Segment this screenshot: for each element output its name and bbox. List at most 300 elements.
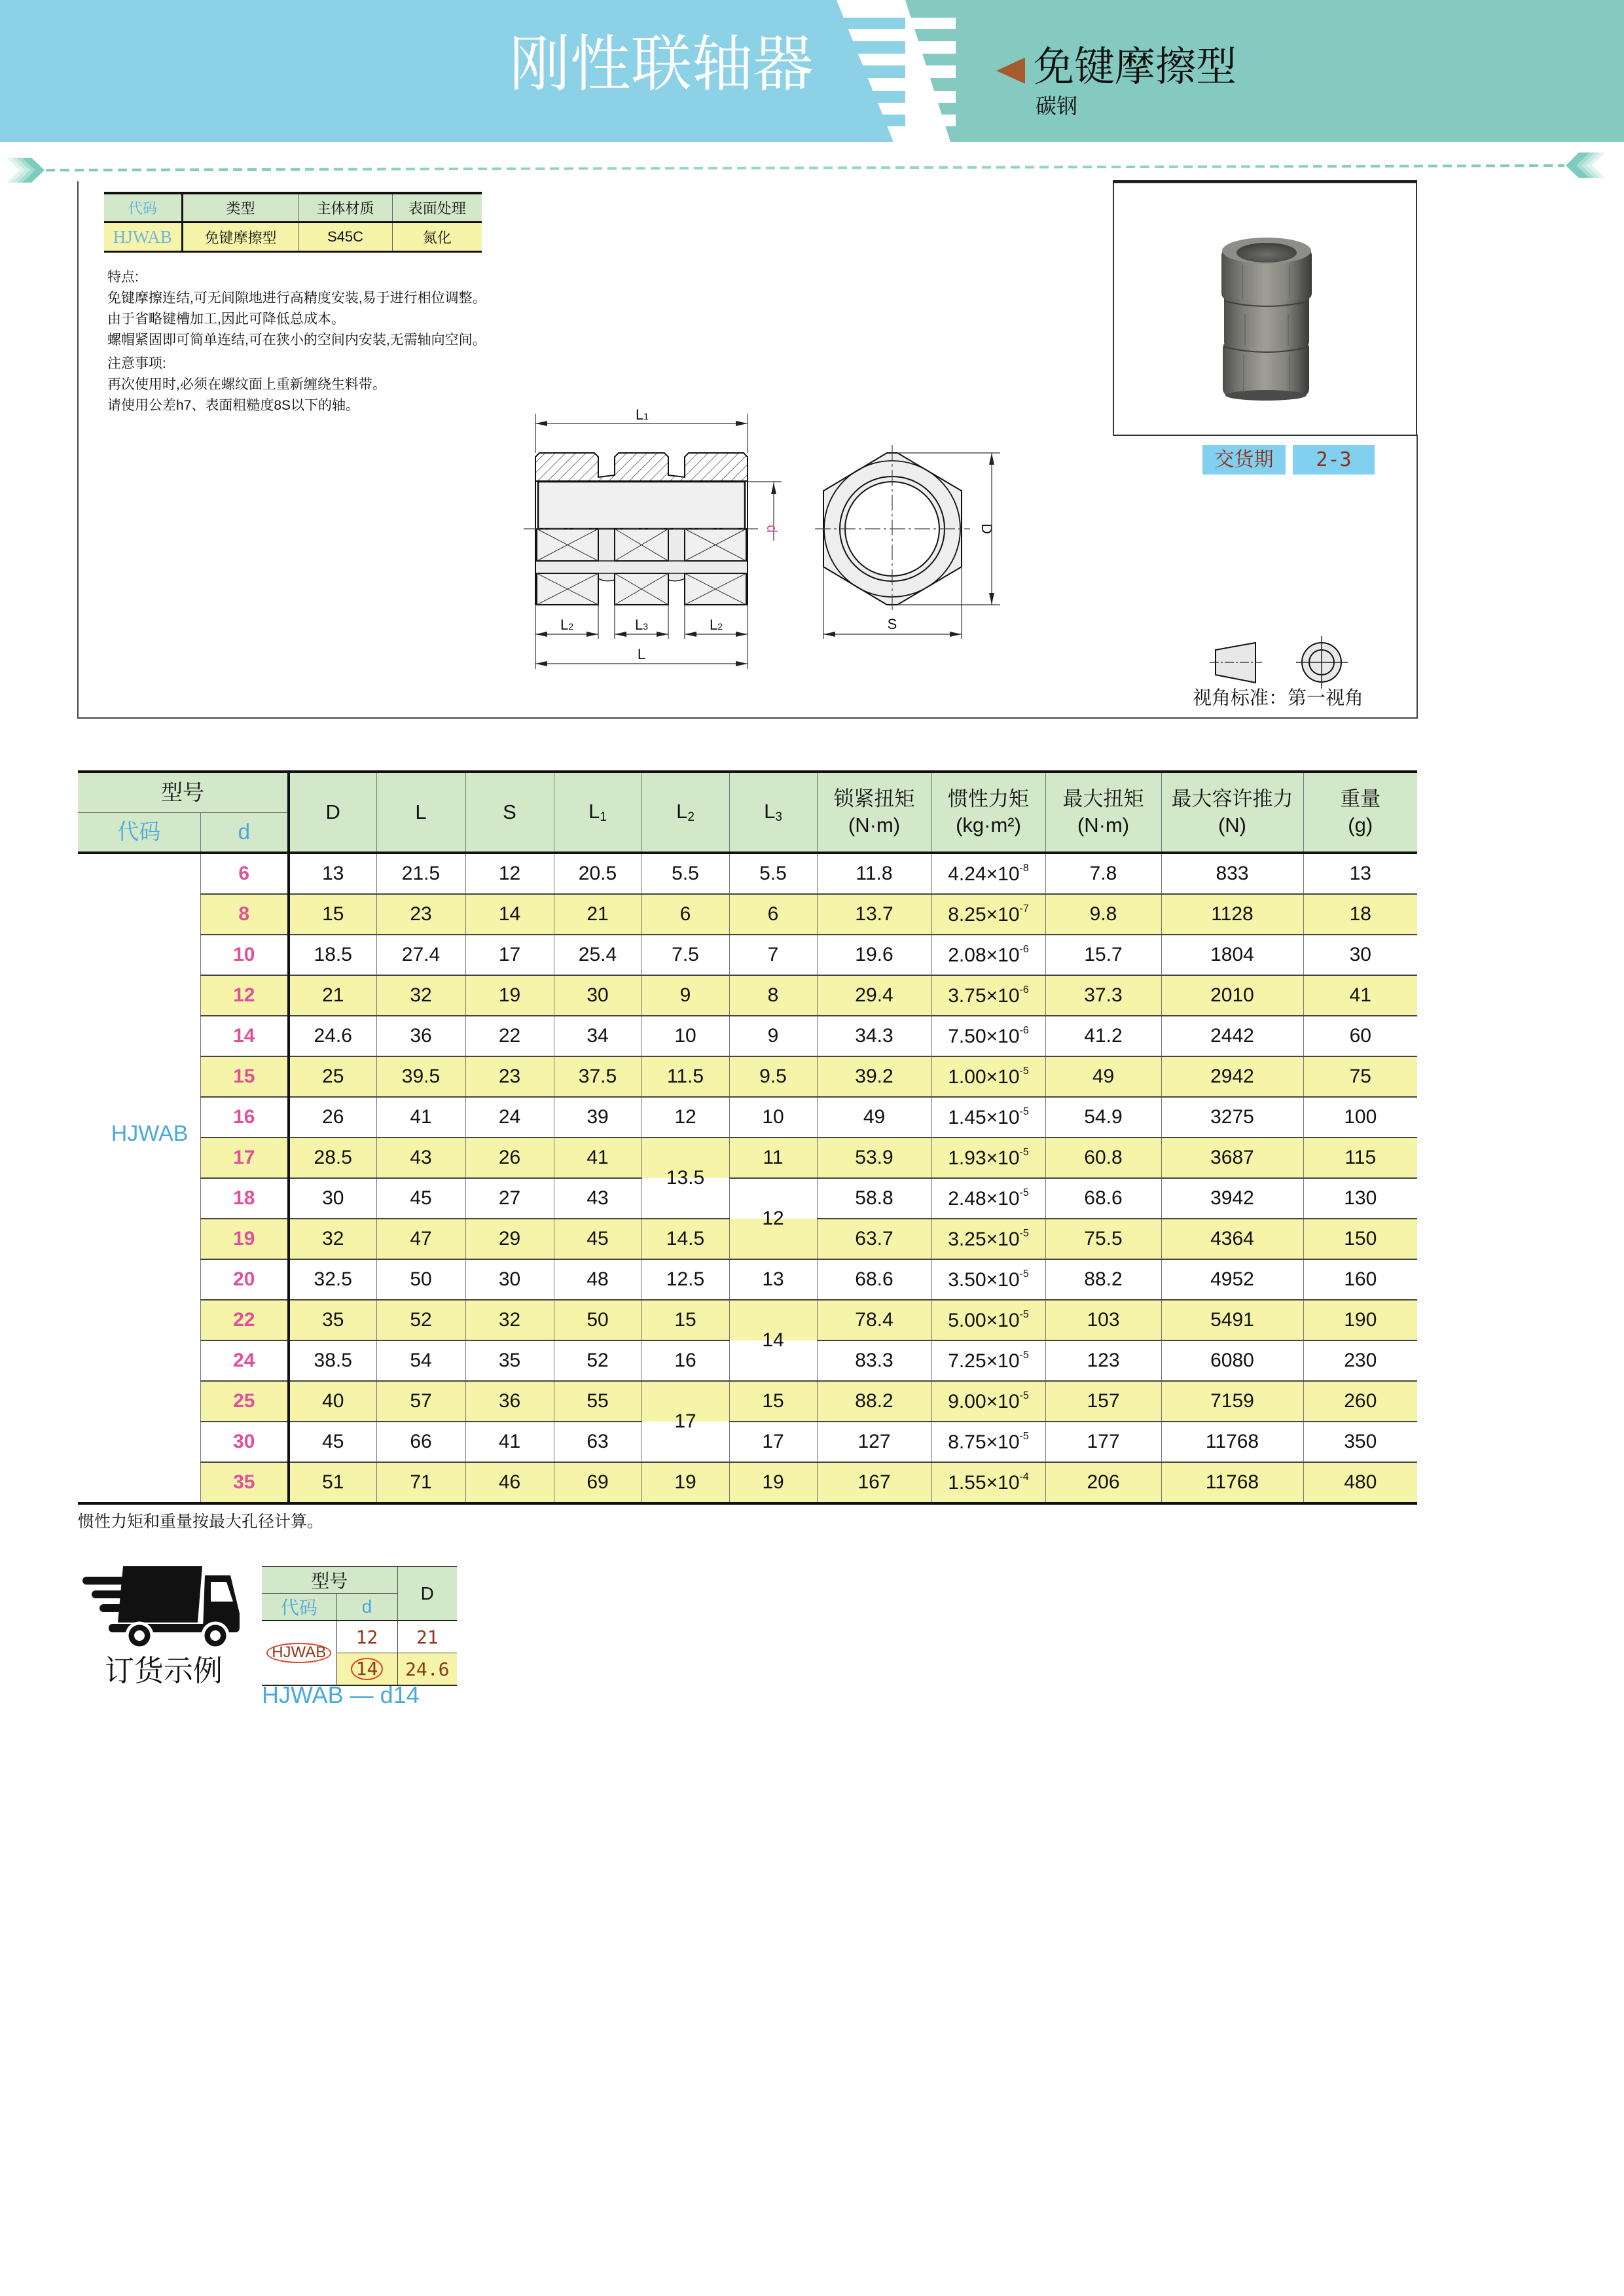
table-row: [78, 935, 1417, 975]
header-label: L: [764, 800, 776, 823]
spec-header-row: [104, 193, 482, 223]
order-code-cell: [262, 1621, 336, 1685]
cell-l1: 39: [554, 1097, 641, 1138]
cell-l2: 7.5: [641, 935, 729, 975]
inertia-exponent: -5: [1019, 1146, 1029, 1158]
cell-d: 40: [289, 1381, 376, 1422]
cell-d: 26: [289, 1097, 376, 1138]
cell-weight: 150: [1303, 1219, 1417, 1259]
cell-lock-torque: 58.8: [817, 1178, 931, 1219]
cell-weight: 13: [1303, 853, 1417, 894]
spec-material: S45C: [298, 223, 392, 252]
cell-weight: 100: [1303, 1097, 1417, 1138]
cell-l1: 21: [554, 894, 641, 935]
cell-lock-torque: 68.6: [817, 1259, 931, 1300]
header-inertia: [931, 772, 1045, 853]
inertia-exponent: -5: [1019, 1268, 1029, 1280]
label-d: d: [764, 524, 780, 533]
cell-lock-torque: 167: [817, 1462, 931, 1503]
cell-d: 32: [289, 1219, 376, 1259]
inertia-exponent: -5: [1019, 1105, 1029, 1117]
header-label: 惯性力矩: [948, 787, 1029, 810]
cell-d: 17: [200, 1138, 289, 1178]
cell-s: 29: [465, 1219, 554, 1259]
first-angle-projection-icon: [1204, 632, 1355, 694]
cell-lock-torque: 127: [817, 1422, 931, 1462]
spec-header-code: 代码: [104, 193, 182, 223]
cell-l3-merged: 14: [729, 1300, 817, 1381]
cell-l2-merged: 13.5: [641, 1138, 729, 1219]
label-L2-left: L2: [560, 617, 574, 633]
table-header: [78, 772, 1417, 853]
order-example-title: 订货示例: [105, 1654, 223, 1687]
cell-l: 45: [376, 1178, 465, 1219]
cell-lock-torque: 34.3: [817, 1016, 931, 1056]
spec-surface: 氮化: [392, 223, 482, 252]
cell-max-torque: 68.6: [1045, 1178, 1161, 1219]
cell-l3: 9: [729, 1016, 817, 1056]
order-d-cell: [336, 1653, 397, 1686]
cell-l: 27.4: [376, 935, 465, 975]
header-weight: [1303, 772, 1417, 853]
cell-l1: 30: [554, 975, 641, 1016]
cell-max-torque: 37.3: [1045, 975, 1161, 1016]
cell-inertia: [931, 1422, 1045, 1462]
spec-table: [104, 192, 482, 253]
inertia-exponent: -6: [1019, 943, 1029, 955]
cell-s: 24: [465, 1097, 554, 1138]
cell-l: 47: [376, 1219, 465, 1259]
inertia-exponent: -5: [1019, 1065, 1029, 1077]
cell-lock-torque: 78.4: [817, 1300, 931, 1340]
cell-weight: 480: [1303, 1462, 1417, 1503]
cell-d: 38.5: [289, 1340, 376, 1381]
cell-l: 43: [376, 1138, 465, 1178]
inertia-base: 8.25×10: [948, 903, 1020, 925]
cell-l: 50: [376, 1259, 465, 1300]
inertia-exponent: -5: [1019, 1390, 1029, 1401]
cell-l1: 69: [554, 1462, 641, 1503]
cell-l2: 5.5: [641, 853, 729, 894]
cell-max-thrust: 5491: [1161, 1300, 1303, 1340]
cell-l3-merged: 12: [729, 1178, 817, 1259]
cell-weight: 41: [1303, 975, 1417, 1016]
inertia-base: 9.00×10: [948, 1390, 1020, 1412]
inertia-base: 3.75×10: [948, 984, 1020, 1007]
cell-weight: 130: [1303, 1178, 1417, 1219]
cell-l2: 12.5: [641, 1259, 729, 1300]
cell-s: 32: [465, 1300, 554, 1340]
cell-l1: 25.4: [554, 935, 641, 975]
header-d: [289, 772, 376, 853]
delivery-truck-icon: [79, 1561, 242, 1653]
cell-s: 17: [465, 935, 554, 975]
header-subscript: 3: [775, 810, 782, 825]
order-row: [262, 1621, 457, 1653]
cell-l: 32: [376, 975, 465, 1016]
cell-l3: 10: [729, 1097, 817, 1138]
inertia-exponent: -6: [1019, 1024, 1029, 1036]
header-label: 最大容许推力: [1171, 787, 1293, 810]
cell-s: 41: [465, 1422, 554, 1462]
table-footnote: 惯性力矩和重量按最大孔径计算。: [78, 1513, 324, 1531]
cell-s: 19: [465, 975, 554, 1016]
cell-d: 30: [200, 1422, 289, 1462]
cell-d: 18: [200, 1178, 289, 1219]
header-l2: [641, 772, 729, 853]
inertia-base: 1.55×10: [948, 1471, 1020, 1494]
order-header-code: 代码: [262, 1594, 336, 1621]
cell-max-thrust: 833: [1161, 853, 1303, 894]
spec-header-type: 类型: [182, 193, 298, 223]
cell-l3: 5.5: [729, 853, 817, 894]
cell-l3: 13: [729, 1259, 817, 1300]
cell-l1: 55: [554, 1381, 641, 1422]
cell-l: 36: [376, 1016, 465, 1056]
cell-lock-torque: 13.7: [817, 894, 931, 935]
cell-l: 57: [376, 1381, 465, 1422]
cell-l2: 15: [641, 1300, 729, 1340]
order-header-d: d: [336, 1594, 397, 1621]
decorative-dashed-line: [46, 166, 1564, 170]
inertia-exponent: -5: [1019, 1430, 1029, 1442]
inertia-base: 8.75×10: [948, 1431, 1020, 1453]
cell-inertia: [931, 975, 1045, 1016]
cell-max-torque: 15.7: [1045, 935, 1161, 975]
cell-inertia: [931, 853, 1045, 894]
cell-l: 52: [376, 1300, 465, 1340]
cell-d: 21: [289, 975, 376, 1016]
cell-d: 22: [200, 1300, 289, 1340]
inertia-base: 3.50×10: [948, 1268, 1020, 1291]
spec-header-material: 主体材质: [298, 193, 392, 223]
cell-d: 28.5: [289, 1138, 376, 1178]
label-L: L: [637, 646, 646, 662]
header-label: L: [588, 800, 600, 823]
header-max-thrust: [1161, 772, 1303, 853]
cell-max-torque: 54.9: [1045, 1097, 1161, 1138]
code-value: HJWAB: [111, 1121, 189, 1146]
cell-d: 15: [200, 1056, 289, 1097]
cell-l2: 9: [641, 975, 729, 1016]
cell-l3: 17: [729, 1422, 817, 1462]
label-S: S: [887, 616, 897, 632]
cell-inertia: [931, 1259, 1045, 1300]
header-label: 锁紧扭矩: [833, 787, 915, 810]
cell-d: 12: [200, 975, 289, 1016]
table-row: [78, 1178, 1417, 1219]
cell-weight: 115: [1303, 1138, 1417, 1178]
cell-s: 12: [465, 853, 554, 894]
order-D: 24.6: [397, 1653, 457, 1686]
cell-max-torque: 157: [1045, 1381, 1161, 1422]
cell-inertia: [931, 1097, 1045, 1138]
cell-l1: 34: [554, 1016, 641, 1056]
cell-max-thrust: 3275: [1161, 1097, 1303, 1138]
cell-max-torque: 75.5: [1045, 1219, 1161, 1259]
header-unit: (kg·m²): [956, 814, 1021, 836]
cell-d: 25: [200, 1381, 289, 1422]
cell-l: 54: [376, 1340, 465, 1381]
header-band: [0, 0, 1624, 196]
order-example-table: [262, 1566, 457, 1686]
cell-inertia: [931, 1340, 1045, 1381]
cell-max-torque: 60.8: [1045, 1138, 1161, 1178]
header-unit: (N): [1218, 814, 1247, 836]
cell-l: 21.5: [376, 853, 465, 894]
cell-s: 35: [465, 1340, 554, 1381]
cell-d: 25: [289, 1056, 376, 1097]
cell-max-thrust: 3687: [1161, 1138, 1303, 1178]
cell-weight: 260: [1303, 1381, 1417, 1422]
label-L3: L3: [634, 617, 649, 633]
delivery-label: 交货期: [1202, 445, 1286, 475]
notes-title: 注意事项:: [107, 356, 166, 371]
inertia-base: 7.50×10: [948, 1025, 1020, 1047]
cell-lock-torque: 19.6: [817, 935, 931, 975]
delivery-value: 2-3: [1293, 445, 1375, 475]
material-label: 碳钢: [1036, 94, 1078, 118]
cell-weight: 350: [1303, 1422, 1417, 1462]
code-cell: [78, 853, 200, 1503]
table-row: [78, 1462, 1417, 1503]
cell-l3: 19: [729, 1462, 817, 1503]
cell-weight: 18: [1303, 894, 1417, 935]
product-type-title: 免键摩擦型: [1034, 45, 1237, 90]
label-L2-right: L2: [709, 617, 723, 633]
cell-d: 6: [200, 853, 289, 894]
cell-l3: 8: [729, 975, 817, 1016]
cell-max-torque: 123: [1045, 1340, 1161, 1381]
cell-l1: 41: [554, 1138, 641, 1178]
cell-lock-torque: 63.7: [817, 1219, 931, 1259]
table-row: [78, 1138, 1417, 1178]
spec-type: 免键摩擦型: [182, 223, 298, 252]
cell-l1: 63: [554, 1422, 641, 1462]
cell-d: 20: [200, 1259, 289, 1300]
cell-max-thrust: 11768: [1161, 1422, 1303, 1462]
inertia-exponent: -6: [1019, 984, 1029, 996]
header-d: d: [200, 813, 289, 853]
cell-max-thrust: 3942: [1161, 1178, 1303, 1219]
cell-l3: 11: [729, 1138, 817, 1178]
header-max-torque: [1045, 772, 1161, 853]
cell-s: 30: [465, 1259, 554, 1300]
cell-l1: 52: [554, 1340, 641, 1381]
spec-code: HJWAB: [104, 223, 182, 252]
header-subscript: 1: [600, 810, 607, 825]
cell-max-torque: 41.2: [1045, 1016, 1161, 1056]
inertia-base: 4.24×10: [948, 863, 1020, 885]
cell-max-thrust: 1804: [1161, 935, 1303, 975]
technical-drawing: [517, 399, 1008, 681]
cell-inertia: [931, 894, 1045, 935]
cell-l1: 48: [554, 1259, 641, 1300]
inertia-exponent: -4: [1019, 1471, 1029, 1482]
inertia-base: 7.25×10: [948, 1350, 1020, 1372]
cell-inertia: [931, 1381, 1045, 1422]
inertia-base: 2.48×10: [948, 1187, 1020, 1210]
cell-l2: 10: [641, 1016, 729, 1056]
cell-l: 71: [376, 1462, 465, 1503]
cell-d: 30: [289, 1178, 376, 1219]
header-label: 重量: [1340, 787, 1381, 810]
chevron-left-icon: [1566, 152, 1605, 178]
header-unit: (N·m): [1077, 814, 1130, 836]
cell-d: 24.6: [289, 1016, 376, 1056]
cell-l: 41: [376, 1097, 465, 1138]
inertia-base: 1.45×10: [948, 1106, 1020, 1128]
note-line: 再次使用时,必须在螺纹面上重新缠绕生料带。: [107, 377, 386, 392]
table-row: [78, 1259, 1417, 1300]
dimension-table: [78, 770, 1417, 1505]
table-row: [78, 1422, 1417, 1462]
label-L1: L1: [635, 406, 649, 423]
header-label: 最大扭矩: [1062, 787, 1144, 810]
inertia-exponent: -5: [1019, 1227, 1029, 1239]
table-row: [78, 853, 1417, 894]
cell-inertia: [931, 1219, 1045, 1259]
cell-d: 15: [289, 894, 376, 935]
inertia-base: 5.00×10: [948, 1309, 1020, 1331]
cell-weight: 60: [1303, 1016, 1417, 1056]
cell-inertia: [931, 1300, 1045, 1340]
side-view: [524, 453, 758, 605]
cell-l: 66: [376, 1422, 465, 1462]
table-row: [78, 1016, 1417, 1056]
features-block: [107, 267, 486, 351]
cell-weight: 30: [1303, 935, 1417, 975]
cell-weight: 160: [1303, 1259, 1417, 1300]
cell-l1: 45: [554, 1219, 641, 1259]
cell-l: 23: [376, 894, 465, 935]
cell-max-torque: 7.8: [1045, 853, 1161, 894]
header-label: L: [415, 800, 427, 823]
frame-bottom-border: [77, 717, 1418, 719]
cell-l: 39.5: [376, 1056, 465, 1097]
table-header-row: [78, 772, 1417, 813]
cell-s: 22: [465, 1016, 554, 1056]
cell-weight: 190: [1303, 1300, 1417, 1340]
cell-d: 19: [200, 1219, 289, 1259]
cell-inertia: [931, 1178, 1045, 1219]
frame-left-border: [77, 181, 79, 719]
cell-l3: 15: [729, 1381, 817, 1422]
header-s: [465, 772, 554, 853]
cell-max-thrust: 2942: [1161, 1056, 1303, 1097]
cell-l2: 11.5: [641, 1056, 729, 1097]
cell-d: 35: [200, 1462, 289, 1503]
inertia-exponent: -5: [1019, 1187, 1029, 1198]
cell-max-thrust: 2442: [1161, 1016, 1303, 1056]
table-row: [78, 975, 1417, 1016]
cell-inertia: [931, 1138, 1045, 1178]
header-l3: [729, 772, 817, 853]
cell-l2: 14.5: [641, 1219, 729, 1259]
header-model-group: 型号: [78, 772, 289, 813]
order-example-result: HJWAB — d14: [262, 1681, 420, 1708]
cell-lock-torque: 53.9: [817, 1138, 931, 1178]
cell-d: 35: [289, 1300, 376, 1340]
cell-inertia: [931, 935, 1045, 975]
order-header-model: 型号: [262, 1567, 397, 1594]
cell-lock-torque: 39.2: [817, 1056, 931, 1097]
cell-max-thrust: 4952: [1161, 1259, 1303, 1300]
cell-d: 18.5: [289, 935, 376, 975]
header-label: D: [325, 800, 340, 823]
inertia-base: 3.25×10: [948, 1228, 1020, 1250]
inertia-base: 2.08×10: [948, 944, 1020, 966]
cell-d: 32.5: [289, 1259, 376, 1300]
cell-l2: 19: [641, 1462, 729, 1503]
inertia-exponent: -8: [1019, 862, 1029, 874]
cell-max-torque: 9.8: [1045, 894, 1161, 935]
cell-s: 14: [465, 894, 554, 935]
inertia-exponent: -5: [1019, 1349, 1029, 1361]
cell-max-torque: 88.2: [1045, 1259, 1161, 1300]
order-d-selected: 14: [351, 1658, 384, 1681]
end-view: [815, 445, 970, 613]
cell-weight: 230: [1303, 1340, 1417, 1381]
order-code-selected: HJWAB: [266, 1643, 331, 1662]
cell-l3: 7: [729, 935, 817, 975]
table-row: [78, 1097, 1417, 1138]
cell-weight: 75: [1303, 1056, 1417, 1097]
cell-max-torque: 206: [1045, 1462, 1161, 1503]
feature-line: 免键摩擦连结,可无间隙地进行高精度安装,易于进行相位调整。: [107, 291, 486, 306]
header-l: [376, 772, 465, 853]
header-unit: (g): [1348, 814, 1373, 836]
order-d: 12: [336, 1621, 397, 1653]
order-D: 21: [397, 1621, 457, 1653]
cell-l2-merged: 17: [641, 1381, 729, 1462]
order-header-row: [262, 1567, 457, 1594]
cell-lock-torque: 83.3: [817, 1340, 931, 1381]
note-line: 请使用公差h7、表面粗糙度8S以下的轴。: [107, 398, 360, 413]
triangle-left-icon: [996, 58, 1025, 84]
notes-block: [107, 353, 386, 416]
cell-d: 24: [200, 1340, 289, 1381]
cell-d: 14: [200, 1016, 289, 1056]
cell-lock-torque: 88.2: [817, 1381, 931, 1422]
table-row: [78, 894, 1417, 935]
cell-lock-torque: 49: [817, 1097, 931, 1138]
cell-s: 23: [465, 1056, 554, 1097]
table-row: [78, 1300, 1417, 1340]
order-header-D: D: [397, 1567, 457, 1621]
cell-max-torque: 49: [1045, 1056, 1161, 1097]
cell-l3: 6: [729, 894, 817, 935]
table-row: [78, 1056, 1417, 1097]
view-standard-label: 视角标准：第一视角: [1193, 688, 1364, 709]
feature-line: 螺帽紧固即可简单连结,可在狭小的空间内安装,无需轴向空间。: [107, 332, 486, 348]
header-l1: [554, 772, 641, 853]
header-label: S: [503, 800, 516, 823]
frame-right-border: [1416, 435, 1418, 719]
cell-max-torque: 177: [1045, 1422, 1161, 1462]
header-lock-torque: [817, 772, 931, 853]
header-subscript: 2: [687, 810, 695, 825]
label-D: D: [979, 524, 995, 534]
cell-d: 16: [200, 1097, 289, 1138]
spec-header-surface: 表面处理: [392, 193, 482, 223]
header-label: L: [676, 800, 688, 823]
cell-inertia: [931, 1016, 1045, 1056]
cell-max-torque: 103: [1045, 1300, 1161, 1340]
table-body: [78, 853, 1417, 1503]
feature-line: 由于省略键槽加工,因此可降低总成本。: [107, 312, 345, 327]
chevron-right-icon: [7, 158, 45, 183]
